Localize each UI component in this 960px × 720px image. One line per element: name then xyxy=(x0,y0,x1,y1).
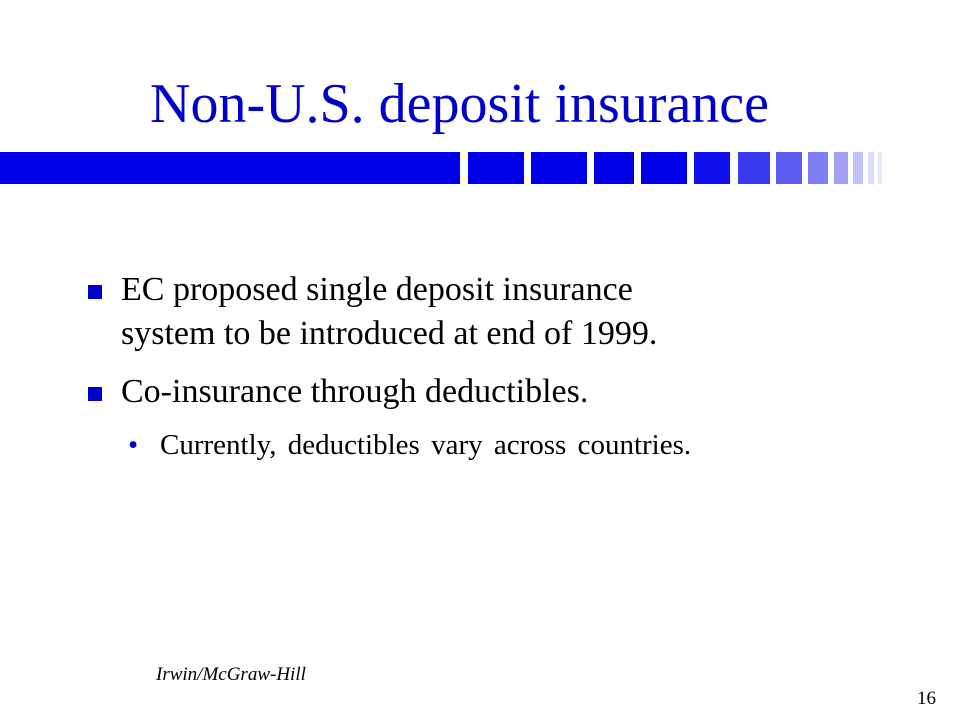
bullet-text-line: system to be introduced at end of 1999. xyxy=(121,315,658,352)
square-bullet-icon xyxy=(88,285,102,299)
sub-bullet-text: Currently, deductibles vary across countries. xyxy=(160,429,692,461)
bar-segment xyxy=(834,152,848,184)
bullet-text: Co-insurance through deductibles. xyxy=(121,373,589,410)
bar-segment xyxy=(776,152,802,184)
bar-segment xyxy=(694,152,730,184)
bar-segment xyxy=(468,152,524,184)
bar-segment xyxy=(641,152,687,184)
footer-publisher: Irwin/McGraw-Hill xyxy=(156,664,306,685)
bar-segment xyxy=(868,152,874,184)
title-decorative-bar xyxy=(0,152,900,184)
bar-segment xyxy=(808,152,828,184)
bar-segment xyxy=(878,152,882,184)
bullet-item xyxy=(88,370,908,414)
bar-segment xyxy=(0,152,460,184)
sub-bullet-item xyxy=(128,426,908,464)
square-bullet-icon xyxy=(88,387,102,401)
bar-segment xyxy=(594,152,634,184)
bullet-list xyxy=(88,268,908,464)
bullet-text-line: EC proposed single deposit insurance xyxy=(121,271,633,308)
dot-bullet-icon: • xyxy=(128,429,139,461)
bar-segment xyxy=(853,152,863,184)
page-number: 16 xyxy=(917,688,936,709)
slide-title: Non-U.S. deposit insurance xyxy=(150,73,770,135)
bar-segment xyxy=(738,152,770,184)
bar-segment xyxy=(531,152,587,184)
bullet-item xyxy=(88,268,908,356)
